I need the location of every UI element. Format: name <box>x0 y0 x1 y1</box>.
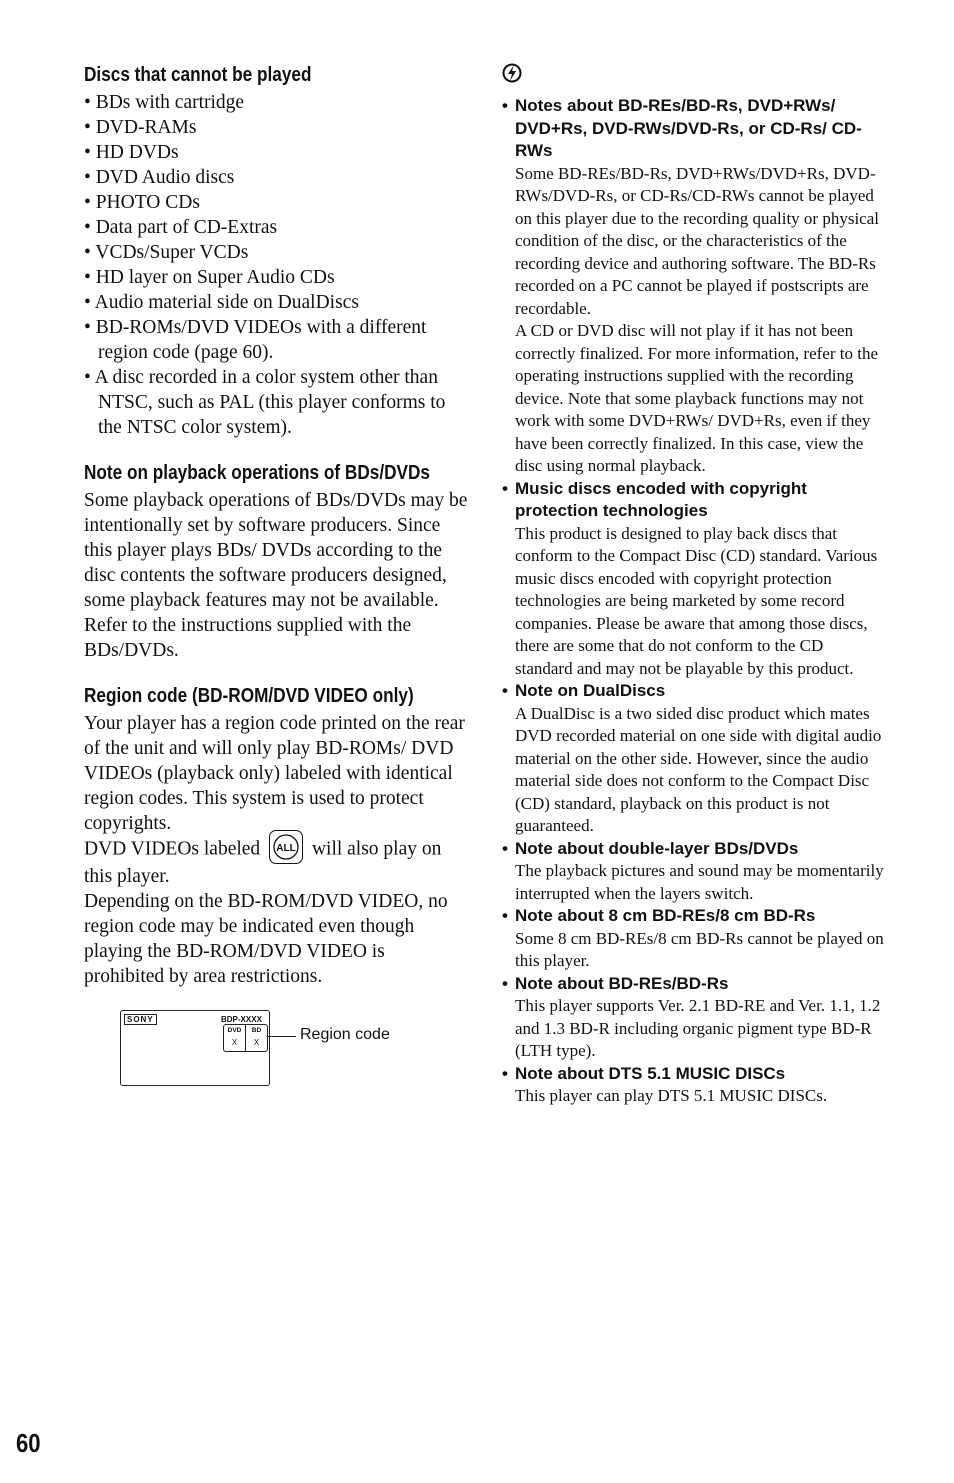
note-item: • Music discs encoded with copyright protection technologies This product is designed to play back discs that conform to the Compact Disc (CD) standard. Various music discs encoded with copyright protection technologies are being marketed by some record companies. Please be aware that among those discs, there are some that do not conform to the CD standard and may not be playable by this product. <box>500 478 885 681</box>
dvd-region-value: X <box>231 1038 238 1047</box>
list-item: • DVD-RAMs <box>84 115 469 140</box>
list-item: • HD layer on Super Audio CDs <box>84 265 469 290</box>
right-column <box>500 62 885 1108</box>
bd-format-label: BD <box>251 1027 262 1034</box>
list-item: • A disc recorded in a color system other than NTSC, such as PAL (this player conforms to the NTSC color system). <box>84 365 469 440</box>
note-item: • Note about BD-REs/BD-Rs This player supports Ver. 2.1 BD-RE and Ver. 1.1, 1.2 and 1.3 BD-R including organic pigment type BD-R (LTH type). <box>500 973 885 1063</box>
notes-list <box>500 95 885 1108</box>
region-all-icon <box>269 830 303 864</box>
heading-region-code: Region code (BD-ROM/DVD VIDEO only) <box>84 685 414 707</box>
playback-operations-text: Some playback operations of BDs/DVDs may be intentionally set by software producers. Since this player plays BDs/ DVDs according to the disc contents the software producers designed, some playback features may not be available. Refer to the instructions supplied with the BDs/DVDs. <box>84 490 468 661</box>
model-label: BDP-XXXX <box>221 1015 262 1024</box>
list-item: • Data part of CD-Extras <box>84 215 469 240</box>
callout-label: Region code <box>300 1026 390 1043</box>
note-item: • Note about double-layer BDs/DVDs The playback pictures and sound may be momentarily interrupted when the layers switch. <box>500 838 885 906</box>
bd-region-value: X <box>253 1038 260 1047</box>
region-restriction-text: Depending on the BD-ROM/DVD VIDEO, no region code may be indicated even though playing the BD-ROM/DVD VIDEO is prohibited by area restrictions. <box>84 891 448 987</box>
note-title: Note about BD-REs/BD-Rs <box>515 973 729 993</box>
note-title: Music discs encoded with copyright protection technologies <box>515 478 807 520</box>
note-title: Note on DualDiscs <box>515 681 666 700</box>
dvd-region-cell <box>224 1025 245 1051</box>
list-item: • VCDs/Super VCDs <box>84 240 469 265</box>
note-body: This player can play DTS 5.1 MUSIC DISCs. <box>515 1086 828 1105</box>
note-body: The playback pictures and sound may be momentarily interrupted when the layers switch. <box>515 861 884 903</box>
callout-line <box>268 1036 296 1037</box>
bd-region-cell <box>245 1025 267 1051</box>
dvd-format-label: DVD <box>227 1027 242 1034</box>
player-rear-panel <box>120 1010 270 1086</box>
brand-logo: SONY <box>124 1014 157 1025</box>
region-code-figure <box>120 1010 420 1090</box>
note-body: This product is designed to play back discs that conform to the Compact Disc (CD) standard. Various music discs encoded with copyright protection technologies are being marketed by some record companies. Please be aware that among those discs, there are some that do not conform to the CD standard and may not be playable by this product. <box>515 523 878 678</box>
region-all-icon-text: ALL <box>276 843 296 854</box>
note-item: • Note on DualDiscs A DualDisc is a two sided disc product which mates DVD recorded material on one side with digital audio material on the other side. However, since the audio material side does not conform to the Compact Disc (CD) standard, playback on this product is not guaranteed. <box>500 680 885 838</box>
heading-discs-cannot-play: Discs that cannot be played <box>84 64 312 86</box>
list-item: • PHOTO CDs <box>84 190 469 215</box>
list-item: • BD-ROMs/DVD VIDEOs with a different region code (page 60). <box>84 315 469 365</box>
note-body: A CD or DVD disc will not play if it has not been correctly finalized. For more information, refer to the operating instructions supplied with the recording device. Note that some playback functions may not work with some DVD+RWs/ DVD+Rs, even if they have been correctly finalized. In this case, view the disc using normal playback. <box>515 321 878 475</box>
page-number: 60 <box>16 1428 41 1458</box>
hint-lightning-icon <box>502 62 885 89</box>
region-code-box <box>223 1024 268 1052</box>
list-item: • BDs with cartridge <box>84 90 469 115</box>
heading-playback-operations: Note on playback operations of BDs/DVDs <box>84 462 430 484</box>
note-item: • Note about DTS 5.1 MUSIC DISCs This player can play DTS 5.1 MUSIC DISCs. <box>500 1063 885 1108</box>
note-title: Note about DTS 5.1 MUSIC DISCs <box>515 1063 786 1083</box>
note-title: Note about double-layer BDs/DVDs <box>515 838 799 858</box>
list-item: • HD DVDs <box>84 140 469 165</box>
region-code-text: Your player has a region code printed on the rear of the unit and will only play BD-ROMs/ DVD VIDEOs (playback only) labeled with identical region codes. This system is used to protect copyrights. <box>84 713 465 834</box>
region-all-text <box>84 836 469 889</box>
note-item: • Notes about BD-REs/BD-Rs, DVD+RWs/ DVD+Rs, DVD-RWs/DVD-Rs, or CD-Rs/ CD-RWs Some BD-REs/BD-Rs, DVD+RWs/DVD+Rs, DVD-RWs/DVD-Rs, or CD-Rs/CD-RWs cannot be played on this player due to the recording quality or physical condition of the disc, or the characteristics of the recording device and authoring software. The BD-Rs recorded on a PC cannot be played if postscripts are recordable. A CD or DVD disc will not play if it has not been correctly finalized. For more information, refer to the operating instructions supplied with the recording device. Note that some playback functions may not work with some DVD+RWs/ DVD+Rs, even if they have been correctly finalized. In this case, view the disc using normal playback. <box>500 95 885 478</box>
region-all-text-before: DVD VIDEOs labeled <box>84 838 261 860</box>
left-column <box>84 62 469 989</box>
note-body: This player supports Ver. 2.1 BD-RE and Ver. 1.1, 1.2 and 1.3 BD-R including organic pigment type BD-R (LTH type). <box>515 996 881 1060</box>
list-item: • DVD Audio discs <box>84 165 469 190</box>
note-body: A DualDisc is a two sided disc product which mates DVD recorded material on one side with digital audio material on the other side. However, since the audio material side does not conform to the Compact Disc (CD) standard, playback on this product is not guaranteed. <box>515 703 882 835</box>
note-body: Some BD-REs/BD-Rs, DVD+RWs/DVD+Rs, DVD-RWs/DVD-Rs, or CD-Rs/CD-RWs cannot be played on this player due to the recording quality or physical condition of the disc, or the characteristics of the recording device and authoring software. The BD-Rs recorded on a PC cannot be played if postscripts are recordable. <box>515 163 879 318</box>
note-item: • Note about 8 cm BD-REs/8 cm BD-Rs Some 8 cm BD-REs/8 cm BD-Rs cannot be played on this player. <box>500 905 885 973</box>
list-item: • Audio material side on DualDiscs <box>84 290 469 315</box>
note-body: Some 8 cm BD-REs/8 cm BD-Rs cannot be played on this player. <box>515 928 884 970</box>
region-all-text-after: will also play on this player. <box>84 838 442 887</box>
unplayable-discs-list <box>84 90 469 440</box>
note-title: Note about 8 cm BD-REs/8 cm BD-Rs <box>515 906 816 925</box>
note-title: Notes about BD-REs/BD-Rs, DVD+RWs/ DVD+Rs, DVD-RWs/DVD-Rs, or CD-Rs/ CD-RWs <box>515 96 862 160</box>
